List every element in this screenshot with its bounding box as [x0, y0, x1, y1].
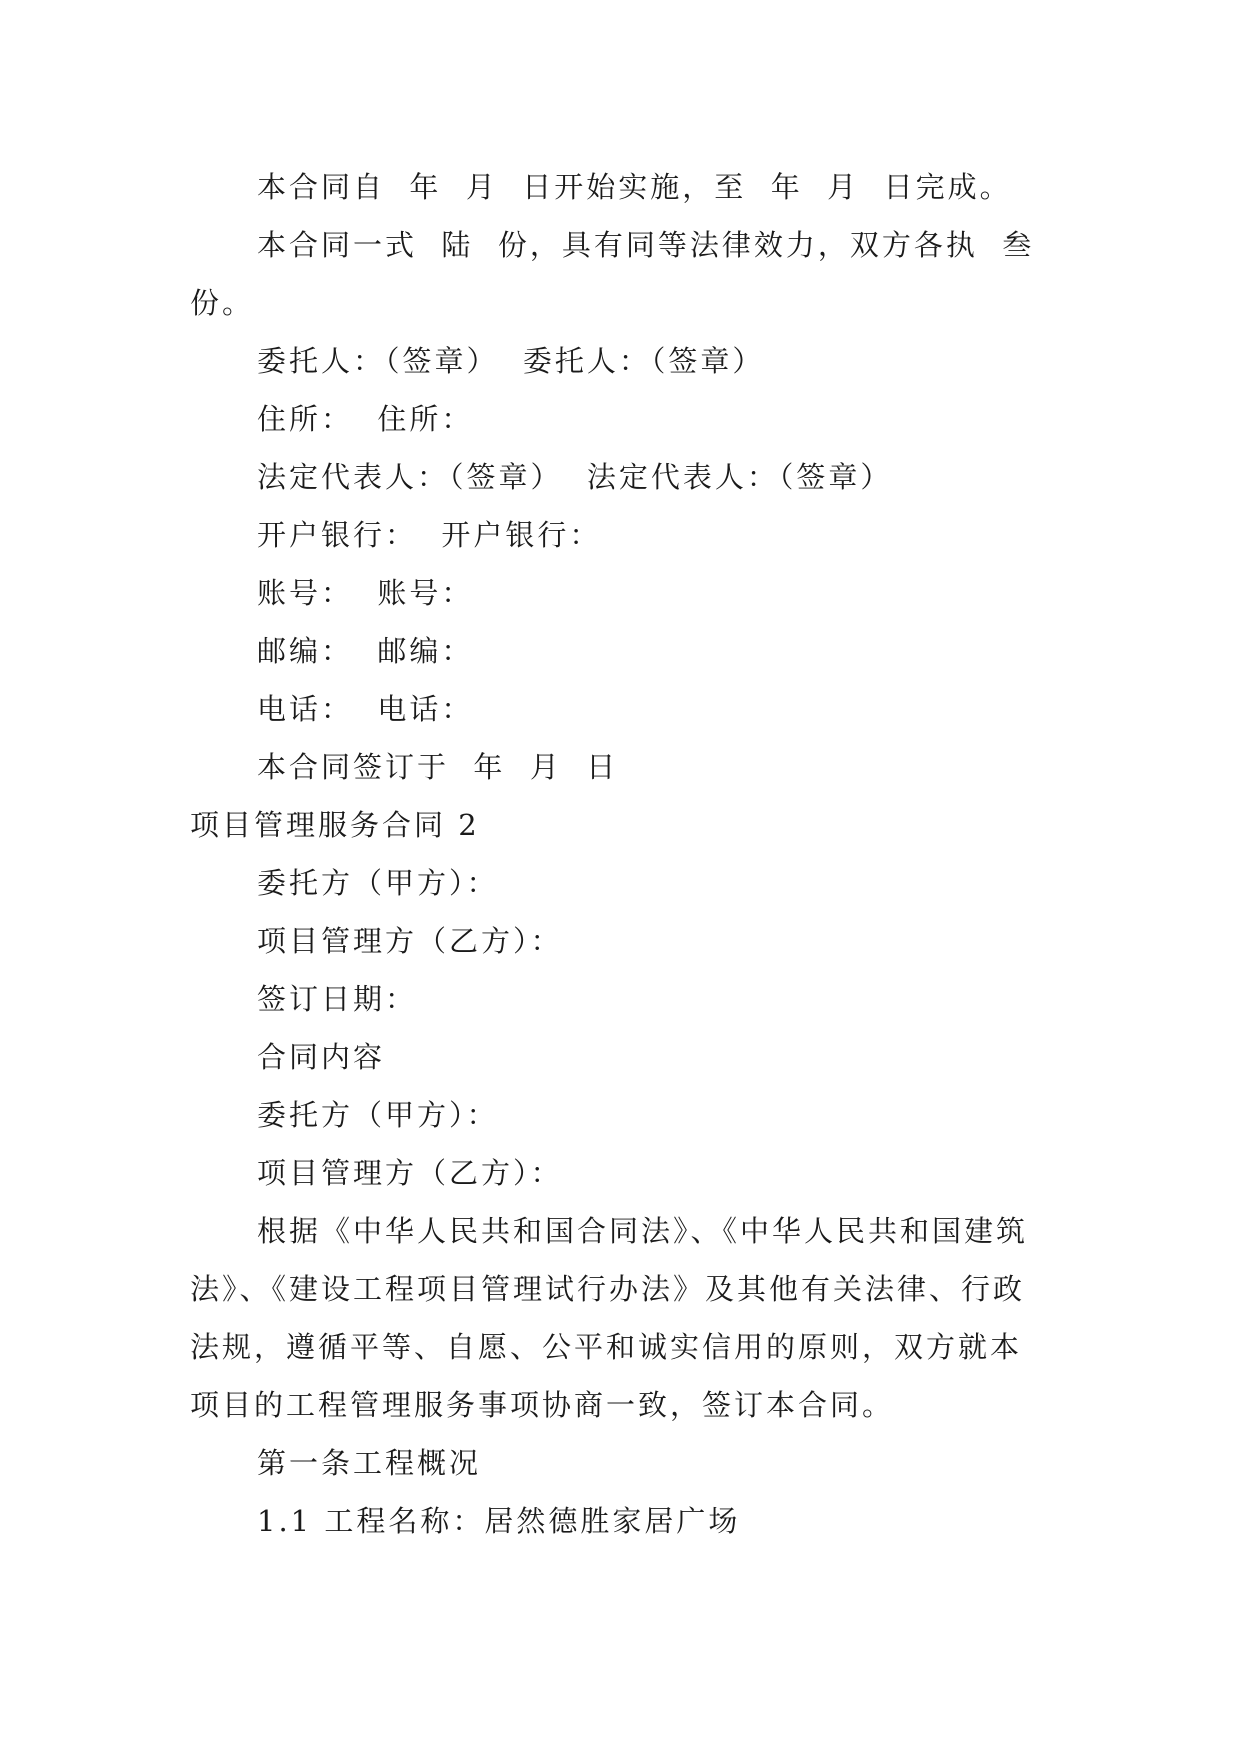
text-line-legal-rep: 法定代表人：（签章） 法定代表人：（签章） — [257, 460, 893, 494]
text-line-copies-cont: 份。 — [190, 286, 255, 320]
paragraph-line-1: 根据《中华人民共和国合同法》、《中华人民共和国建筑 — [257, 1214, 1029, 1248]
text-line-manager-2: 项目管理方（乙方）： — [257, 1156, 563, 1190]
text-line-sign-date: 签订日期： — [257, 982, 418, 1016]
text-line-contract-content: 合同内容 — [257, 1040, 386, 1074]
text-line-address: 住所： 住所： — [257, 402, 474, 436]
text-line-manager: 项目管理方（乙方）： — [257, 924, 563, 958]
project-name-line: 1.1 工程名称：居然德胜家居广场 — [257, 1504, 741, 1538]
paragraph-line-3: 法规，遵循平等、自愿、公平和诚实信用的原则，双方就本 — [190, 1330, 1023, 1364]
paragraph-line-4: 项目的工程管理服务事项协商一致，签订本合同。 — [190, 1388, 895, 1422]
text-line-postcode: 邮编： 邮编： — [257, 634, 474, 668]
text-line-client-2: 委托方（甲方）： — [257, 1098, 499, 1132]
text-line-phone: 电话： 电话： — [257, 692, 474, 726]
text-line-client: 委托方（甲方）： — [257, 866, 499, 900]
paragraph-line-2: 法》、《建设工程项目管理试行办法》及其他有关法律、行政 — [190, 1272, 1026, 1306]
text-line-implementation-period: 本合同自 年 月 日开始实施，至 年 月 日完成。 — [257, 170, 1012, 204]
text-line-signed-date: 本合同签订于 年 月 日 — [257, 750, 619, 784]
section-title: 项目管理服务合同 2 — [190, 808, 480, 842]
text-line-copies: 本合同一式 陆 份，具有同等法律效力，双方各执 叁 — [257, 228, 1035, 262]
text-line-account: 账号： 账号： — [257, 576, 474, 610]
article-heading: 第一条工程概况 — [257, 1446, 482, 1480]
text-line-bank: 开户银行： 开户银行： — [257, 518, 602, 552]
text-line-principal-signature: 委托人：（签章） 委托人：（签章） — [257, 344, 765, 378]
